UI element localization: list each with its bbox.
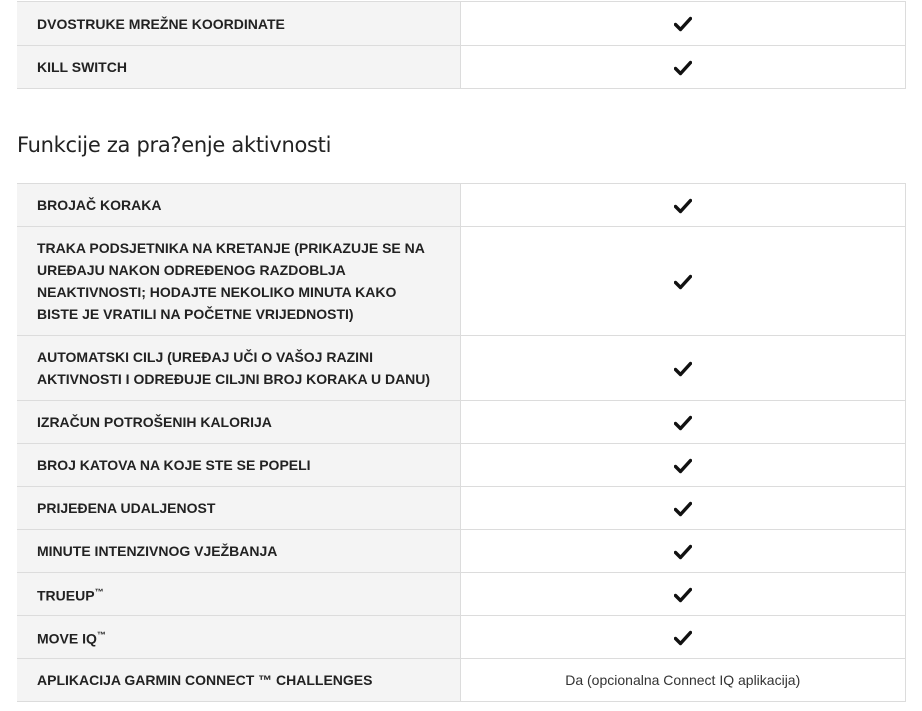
check-mark-icon (674, 587, 692, 603)
feature-value-cell (460, 444, 906, 487)
feature-value-cell (460, 659, 906, 702)
check-mark-icon (674, 501, 692, 517)
feature-label-cell (17, 336, 460, 401)
feature-value-cell (460, 46, 906, 89)
feature-label-cell (17, 2, 460, 46)
trademark-symbol: ™ (94, 587, 104, 598)
feature-value-cell (460, 401, 906, 444)
feature-label: MOVE IQ (37, 630, 97, 647)
check-mark-icon (674, 361, 692, 377)
feature-label-cell (17, 184, 460, 227)
feature-label: IZRAČUN POTROŠENIH KALORIJA (37, 414, 272, 430)
table-row (17, 46, 906, 89)
feature-value-cell (460, 530, 906, 573)
feature-value-cell (460, 184, 906, 227)
feature-label-cell (17, 573, 460, 616)
table-row (17, 227, 906, 336)
check-mark-icon (674, 544, 692, 560)
feature-value-cell (460, 2, 906, 46)
feature-label: TRAKA PODSJETNIKA NA KRETANJE (PRIKAZUJE SE NA UREĐAJU NAKON ODREĐENOG RAZDOBLJA NEAKTIVNOSTI; HODAJTE NEKOLIKO MINUTA KAKO BISTE JE VRATILI NA POČETNE VRIJEDNOSTI) (37, 240, 425, 322)
table-row (17, 573, 906, 616)
feature-label-cell (17, 227, 460, 336)
feature-value-text: Da (opcionalna Connect IQ aplikacija) (565, 672, 801, 688)
check-mark-icon (674, 16, 692, 32)
feature-label: BROJ KATOVA NA KOJE STE SE POPELI (37, 457, 311, 473)
feature-value-cell (460, 227, 906, 336)
feature-label: APLIKACIJA GARMIN CONNECT ™ CHALLENGES (37, 672, 373, 688)
feature-label: BROJAČ KORAKA (37, 197, 162, 213)
feature-label-cell (17, 616, 460, 659)
check-mark-icon (674, 198, 692, 214)
table-row (17, 401, 906, 444)
feature-label: AUTOMATSKI CILJ (UREĐAJ UČI O VAŠOJ RAZINI AKTIVNOSTI I ODREĐUJE CILJNI BROJ KORAKA U DANU) (37, 349, 431, 387)
section-title: Funkcije za pra?enje aktivnosti (17, 133, 332, 157)
feature-label: KILL SWITCH (37, 59, 127, 75)
feature-label-cell (17, 444, 460, 487)
trademark-symbol: ™ (96, 630, 106, 641)
feature-value-cell (460, 487, 906, 530)
feature-label-cell (17, 487, 460, 530)
check-mark-icon (674, 60, 692, 76)
feature-label-cell (17, 401, 460, 444)
feature-label: DVOSTRUKE MREŽNE KOORDINATE (37, 15, 285, 32)
check-mark-icon (674, 274, 692, 290)
table-row (17, 2, 906, 46)
check-mark-icon (674, 630, 692, 646)
features-table-top (17, 1, 906, 89)
feature-value-cell (460, 336, 906, 401)
activity-features-table (17, 183, 906, 702)
table-row (17, 487, 906, 530)
table-row (17, 336, 906, 401)
table-row (17, 184, 906, 227)
table-row (17, 616, 906, 659)
feature-value-cell (460, 616, 906, 659)
feature-label-cell (17, 659, 460, 702)
check-mark-icon (674, 458, 692, 474)
feature-label-cell (17, 530, 460, 573)
feature-label: TRUEUP (37, 587, 95, 604)
check-mark-icon (674, 415, 692, 431)
table-row (17, 444, 906, 487)
table-row (17, 530, 906, 573)
feature-label-cell (17, 46, 460, 89)
table-row (17, 659, 906, 702)
feature-label: PRIJEĐENA UDALJENOST (37, 500, 216, 516)
feature-value-cell (460, 573, 906, 616)
feature-label: MINUTE INTENZIVNOG VJEŽBANJA (37, 543, 278, 559)
